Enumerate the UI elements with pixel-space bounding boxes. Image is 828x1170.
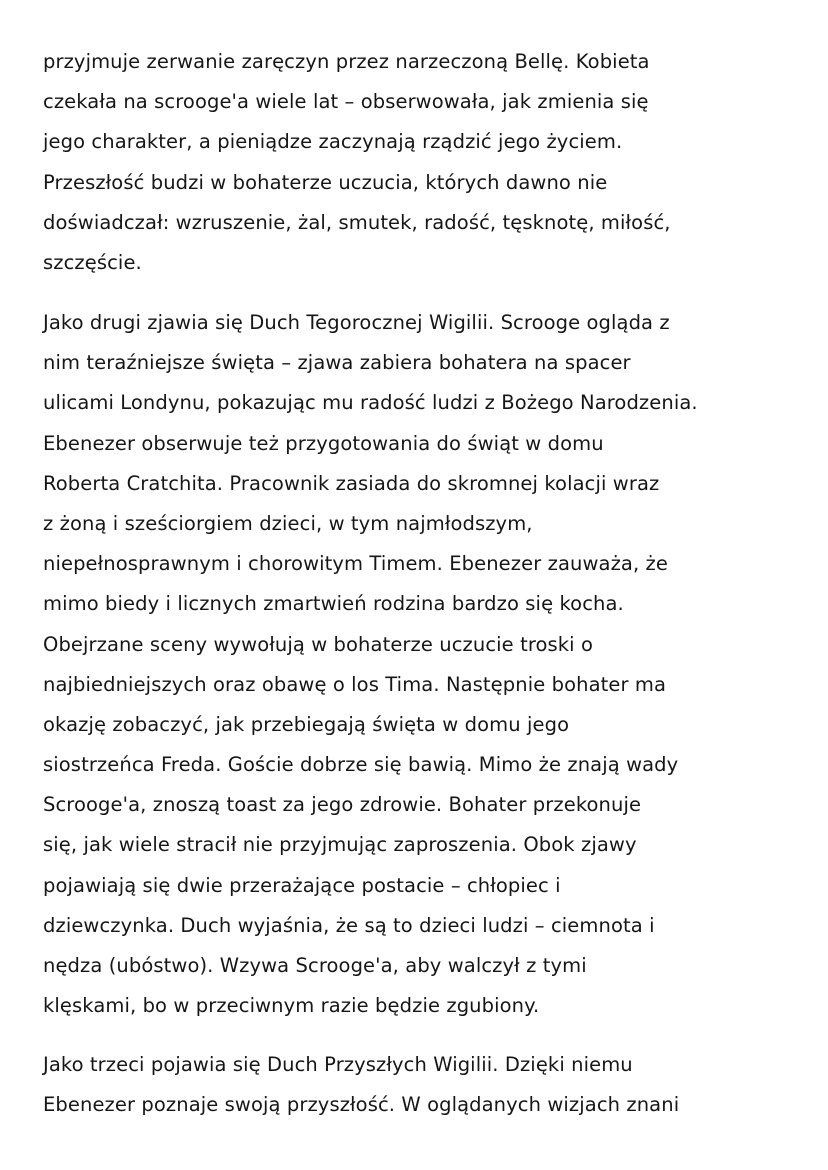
text-line: jego charakter, a pieniądze zaczynają rządzić jego życiem. <box>43 130 623 154</box>
text-line: szczęście. <box>43 250 142 274</box>
text-line: Scrooge'a, znoszą toast za jego zdrowie. Bohater przekonuje <box>43 793 642 817</box>
text-line: Obejrzane sceny wywołują w bohaterze uczucie troski o <box>43 632 594 656</box>
text-line: mimo biedy i licznych zmartwień rodzina bardzo się kocha. <box>43 592 624 616</box>
paragraph-future-ghost <box>43 1045 803 1125</box>
text-line: siostrzeńca Freda. Goście dobrze się bawią. Mimo że znają wady <box>43 753 679 777</box>
text-line: okazję zobaczyć, jak przebiegają święta w domu jego <box>43 712 570 736</box>
text-line: Jako drugi zjawia się Duch Tegorocznej Wigilii. Scrooge ogląda z <box>43 311 670 334</box>
text-line: się, jak wiele stracił nie przyjmując zaproszenia. Obok zjawy <box>43 833 637 857</box>
text-line: Jako trzeci pojawia się Duch Przyszłych Wigilii. Dzięki niemu <box>43 1053 633 1076</box>
text-line: niepełnosprawnym i chorowitym Timem. Ebenezer zauważa, że <box>43 552 668 576</box>
paragraph-present-ghost <box>43 303 803 1026</box>
text-line: dziewczynka. Duch wyjaśnia, że są to dzieci ludzi – ciemnota i <box>43 913 655 937</box>
text-line: najbiedniejszych oraz obawę o los Tima. Następnie bohater ma <box>43 672 667 696</box>
text-line: Ebenezer obserwuje też przygotowania do świąt w domu <box>43 431 604 455</box>
paragraph-past-memories <box>43 42 803 283</box>
text-line: z żoną i sześciorgiem dzieci, w tym najmłodszym, <box>43 511 533 535</box>
text-line: doświadczał: wzruszenie, żal, smutek, radość, tęsknotę, miłość, <box>43 210 671 234</box>
text-line: pojawiają się dwie przerażające postacie – chłopiec i <box>43 873 561 897</box>
text-line: nim teraźniejsze święta – zjawa zabiera bohatera na spacer <box>43 351 631 375</box>
text-line: nędza (ubóstwo). Wzywa Scrooge'a, aby walczył z tymi <box>43 954 587 977</box>
text-line: Przeszłość budzi w bohaterze uczucia, których dawno nie <box>43 170 608 194</box>
text-line: klęskami, bo w przeciwnym razie będzie zgubiony. <box>43 994 540 1018</box>
text-line: Ebenezer poznaje swoją przyszłość. W oglądanych wizjach znani <box>43 1093 680 1117</box>
text-line: ulicami Londynu, pokazując mu radość ludzi z Bożego Narodzenia. <box>43 391 698 415</box>
text-line: czekała na scrooge'a wiele lat – obserwowała, jak zmienia się <box>43 90 649 114</box>
text-line: Roberta Cratchita. Pracownik zasiada do skromnej kolacji wraz <box>43 471 660 495</box>
text-line: przyjmuje zerwanie zaręczyn przez narzeczoną Bellę. Kobieta <box>43 50 650 73</box>
